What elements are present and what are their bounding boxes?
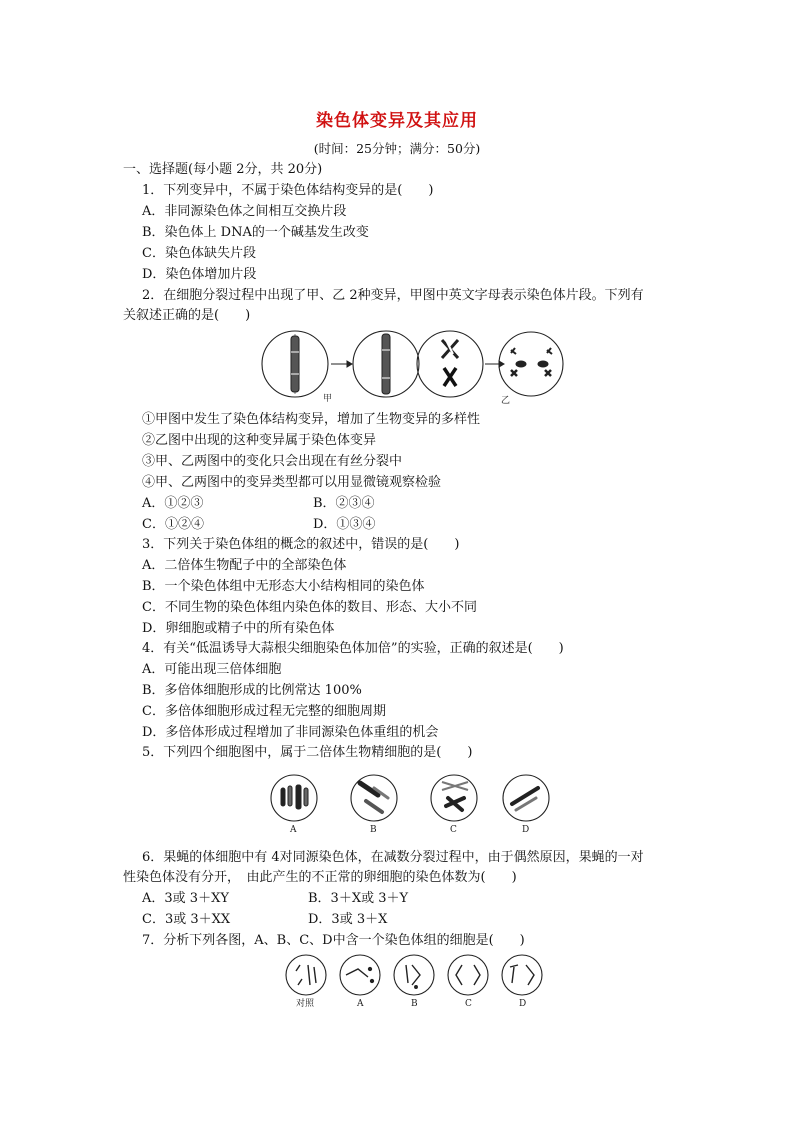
q6-stem-line2: 性染色体没有分开， 由此产生的不正常的卵细胞的染色体数为( ) xyxy=(123,870,517,885)
q1-option-d: D．染色体增加片段 xyxy=(142,267,257,282)
q7-cell-b xyxy=(394,955,434,995)
q3-option-b: B．一个染色体组中无形态大小结构相同的染色体 xyxy=(142,579,425,594)
q6-option-d: D．3或 3＋X xyxy=(308,912,388,927)
q5-cell-d xyxy=(503,775,549,821)
q7-figure xyxy=(284,953,554,1011)
q5-label-d: D xyxy=(522,825,530,835)
q7-label-c: C xyxy=(465,999,472,1009)
q2-option-d: D．①③④ xyxy=(313,517,376,532)
q1-option-a: A．非同源染色体之间相互交换片段 xyxy=(142,204,347,219)
q1-stem: 1．下列变异中，不属于染色体结构变异的是( ) xyxy=(142,183,434,198)
q6-option-c: C．3或 3＋XX xyxy=(142,912,231,927)
q2-option-a: A．①②③ xyxy=(142,496,204,511)
q2-option-b: B．②③④ xyxy=(313,496,375,511)
q4-option-a: A．可能出现三倍体细胞 xyxy=(142,662,282,677)
q4-option-c: C．多倍体细胞形成过程无完整的细胞周期 xyxy=(142,704,386,719)
page-subtitle: (时间：25分钟；满分：50分) xyxy=(313,141,481,156)
q7-cell-a xyxy=(340,955,380,995)
q3-option-a: A．二倍体生物配子中的全部染色体 xyxy=(142,558,347,573)
q5-cell-b xyxy=(351,775,397,821)
q2-label-yi: 乙 xyxy=(501,396,511,406)
q3-option-c: C．不同生物的染色体组内染色体的数目、形态、大小不同 xyxy=(142,600,477,615)
q4-option-b: B．多倍体细胞形成的比例常达 100% xyxy=(142,683,362,698)
q4-stem: 4．有关“低温诱导大蒜根尖细胞染色体加倍”的实验，正确的叙述是( ) xyxy=(142,641,564,656)
q2-cell-jia-2 xyxy=(353,331,419,397)
q2-stem-line2: 关叙述正确的是( ) xyxy=(123,308,251,323)
q5-figure xyxy=(268,768,558,840)
q7-label-control: 对照 xyxy=(296,999,315,1009)
q5-label-c: C xyxy=(450,825,457,835)
q7-label-a: A xyxy=(357,999,364,1009)
q6-option-b: B．3＋X或 3＋Y xyxy=(308,891,409,906)
q4-option-d: D．多倍体形成过程增加了非同源染色体重组的机会 xyxy=(142,725,439,740)
q5-label-b: B xyxy=(370,825,377,835)
q7-label-b: B xyxy=(411,999,418,1009)
q3-stem: 3．下列关于染色体组的概念的叙述中，错误的是( ) xyxy=(142,537,460,552)
q5-cell-a xyxy=(271,775,317,821)
q5-cell-c xyxy=(431,775,477,821)
q2-cell-yi-1 xyxy=(417,331,483,397)
q2-figure xyxy=(255,328,565,406)
q1-option-b: B．染色体上 DNA的一个碱基发生改变 xyxy=(142,225,369,240)
q7-label-d: D xyxy=(519,999,527,1009)
q2-cell-yi-2 xyxy=(499,332,563,396)
q7-cell-c xyxy=(448,955,488,995)
q7-cell-control xyxy=(286,955,326,995)
q1-option-c: C．染色体缺失片段 xyxy=(142,246,256,261)
q5-label-a: A xyxy=(290,825,297,835)
q6-option-a: A．3或 3＋XY xyxy=(142,891,229,906)
q2-statement-1: ①甲图中发生了染色体结构变异，增加了生物变异的多样性 xyxy=(142,412,481,427)
q5-stem: 5．下列四个细胞图中，属于二倍体生物精细胞的是( ) xyxy=(142,745,473,760)
q7-stem: 7．分析下列各图，A、B、C、D中含一个染色体组的细胞是( ) xyxy=(142,933,525,948)
q2-statement-3: ③甲、乙两图中的变化只会出现在有丝分裂中 xyxy=(142,454,403,469)
q7-cell-d xyxy=(502,955,542,995)
q2-statement-4: ④甲、乙两图中的变异类型都可以用显微镜观察检验 xyxy=(142,475,442,490)
q3-option-d: D．卵细胞或精子中的所有染色体 xyxy=(142,621,335,636)
page-title: 染色体变异及其应用 xyxy=(316,111,478,131)
q2-statement-2: ②乙图中出现的这种变异属于染色体变异 xyxy=(142,433,377,448)
q6-stem-line1: 6．果蝇的体细胞中有 4对同源染色体，在减数分裂过程中，由于偶然原因，果蝇的一对 xyxy=(142,850,644,865)
q2-label-jia: 甲 xyxy=(323,394,333,404)
q2-cell-jia-1 xyxy=(262,331,328,397)
q2-stem-line1: 2．在细胞分裂过程中出现了甲、乙 2种变异，甲图中英文字母表示染色体片段。下列有 xyxy=(142,288,644,303)
q2-option-c: C．①②④ xyxy=(142,517,204,532)
section-heading: 一、选择题(每小题 2分，共 20分) xyxy=(123,162,323,177)
